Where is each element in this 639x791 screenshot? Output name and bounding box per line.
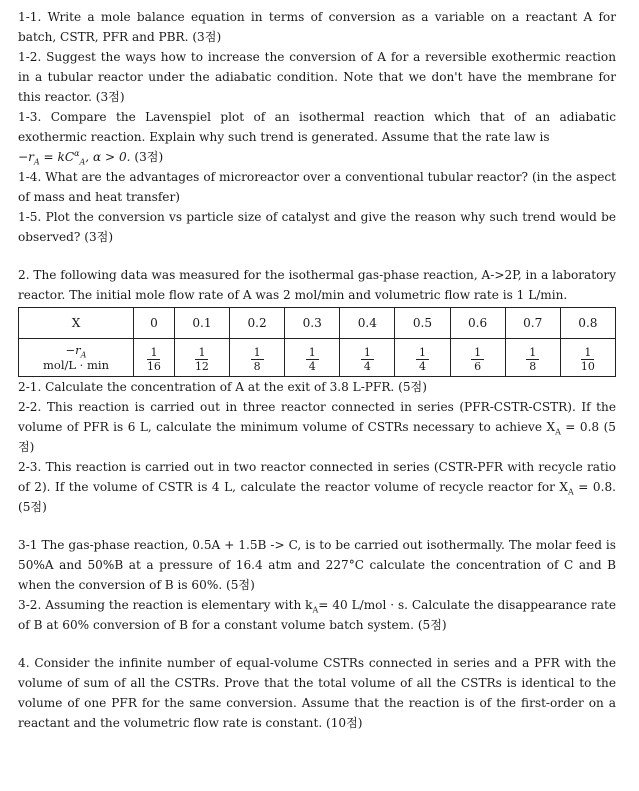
question-1-3-text: 1-3. Compare the Lavenspiel plot of an isothermal reaction which that of an adiabatic exothermic reaction. Explain why such trend is generated. Assume that the rate law is xyxy=(18,110,616,144)
table-cell-rate: $\frac{1}{4}$ xyxy=(395,339,450,377)
question-1-2: 1-2. Suggest the ways how to increase the conversion of A for a reversible exothermic reaction in a tubular reactor under the adiabatic condition. Note that we don't have the membrane for this reactor. (3점) xyxy=(18,50,616,104)
table-cell-rate: $\frac{1}{12}$ xyxy=(174,339,229,377)
table-cell-x: 0 xyxy=(134,308,175,339)
question-4: 4. Consider the infinite number of equal-volume CSTRs connected in series and a PFR with the volume of sum of all the CSTRs. Prove that the total volume of all the CSTRs is identical to the volume of one PFR for the same conversion. Assume that the reaction is of the first-order on a reactant and the volumetric flow rate is constant. (10점) xyxy=(18,656,616,730)
table-cell-rate: $\frac{1}{6}$ xyxy=(450,339,505,377)
table-cell-x: 0.6 xyxy=(450,308,505,339)
table-cell-rate: $\frac{1}{8}$ xyxy=(505,339,560,377)
table-cell-x: 0.1 xyxy=(174,308,229,339)
table-cell-rate: $\frac{1}{16}$ xyxy=(134,339,175,377)
rate-data-table xyxy=(18,307,616,377)
question-1-4: 1-4. What are the advantages of microreactor over a conventional tubular reactor? (in the aspect of mass and heat transfer) xyxy=(18,170,616,204)
table-cell-x: 0.8 xyxy=(560,308,615,339)
question-1-5: 1-5. Plot the conversion vs particle size of catalyst and give the reason why such trend would be observed? (3점) xyxy=(18,210,616,244)
table-cell-rate: $\frac{1}{10}$ xyxy=(560,339,615,377)
table-row-rate xyxy=(19,339,616,377)
question-1-3-points: (3점) xyxy=(130,150,164,164)
question-1-3 xyxy=(18,107,616,167)
exam-document xyxy=(18,7,616,733)
rate-law-formula: $-r_A = kC^\alpha_A$, α > 0. xyxy=(18,148,131,167)
table-row-conversion xyxy=(19,308,616,339)
table-cell-rate: $\frac{1}{4}$ xyxy=(340,339,395,377)
table-cell-rate: $\frac{1}{4}$ xyxy=(285,339,340,377)
table-cell-x: 0.3 xyxy=(285,308,340,339)
table-cell-x: 0.2 xyxy=(230,308,285,339)
table-cell-x: 0.5 xyxy=(395,308,450,339)
table-header-rate: $-r_A$ mol/L · min xyxy=(19,339,134,377)
table-header-x: X xyxy=(19,308,134,339)
table-cell-rate: $\frac{1}{8}$ xyxy=(230,339,285,377)
table-cell-x: 0.4 xyxy=(340,308,395,339)
table-cell-x: 0.7 xyxy=(505,308,560,339)
question-2-1: 2-1. Calculate the concentration of A at the exit of 3.8 L-PFR. (5점) xyxy=(18,380,427,394)
question-2-2: 2-2. This reaction is carried out in three reactor connected in series (PFR-CSTR-CSTR). If the volume of PFR is 6 L, calculate the minimum volume of CSTRs necessary to achieve $X_A = 0.8$ (5점) xyxy=(18,400,616,454)
question-2-3: 2-3. This reaction is carried out in two reactor connected in series (CSTR-PFR with recycle ratio of 2). If the volume of CSTR is 4 L, calculate the reactor volume of recycle reactor for $X_A = 0.8$. (5점) xyxy=(18,460,617,514)
question-3-1: 3-1 The gas-phase reaction, 0.5A + 1.5B -> C, is to be carried out isothermally. The molar feed is 50%A and 50%B at a pressure of 16.4 atm and 227°C calculate the concentration of C and B when the conversion of B is 60%. (5점) xyxy=(18,538,616,592)
question-1-1: 1-1. Write a mole balance equation in terms of conversion as a variable on a reactant A for batch, CSTR, PFR and PBR. (3점) xyxy=(18,10,616,44)
question-2-intro: 2. The following data was measured for the isothermal gas-phase reaction, A->2P, in a laboratory reactor. The initial mole flow rate of A was 2 mol/min and volumetric flow rate is 1 L/min. xyxy=(18,268,616,302)
question-3-2: 3-2. Assuming the reaction is elementary with $k_A= 40$ L/mol · s. Calculate the disappearance rate of B at 60% conversion of B for a constant volume batch system. (5점) xyxy=(18,598,616,632)
